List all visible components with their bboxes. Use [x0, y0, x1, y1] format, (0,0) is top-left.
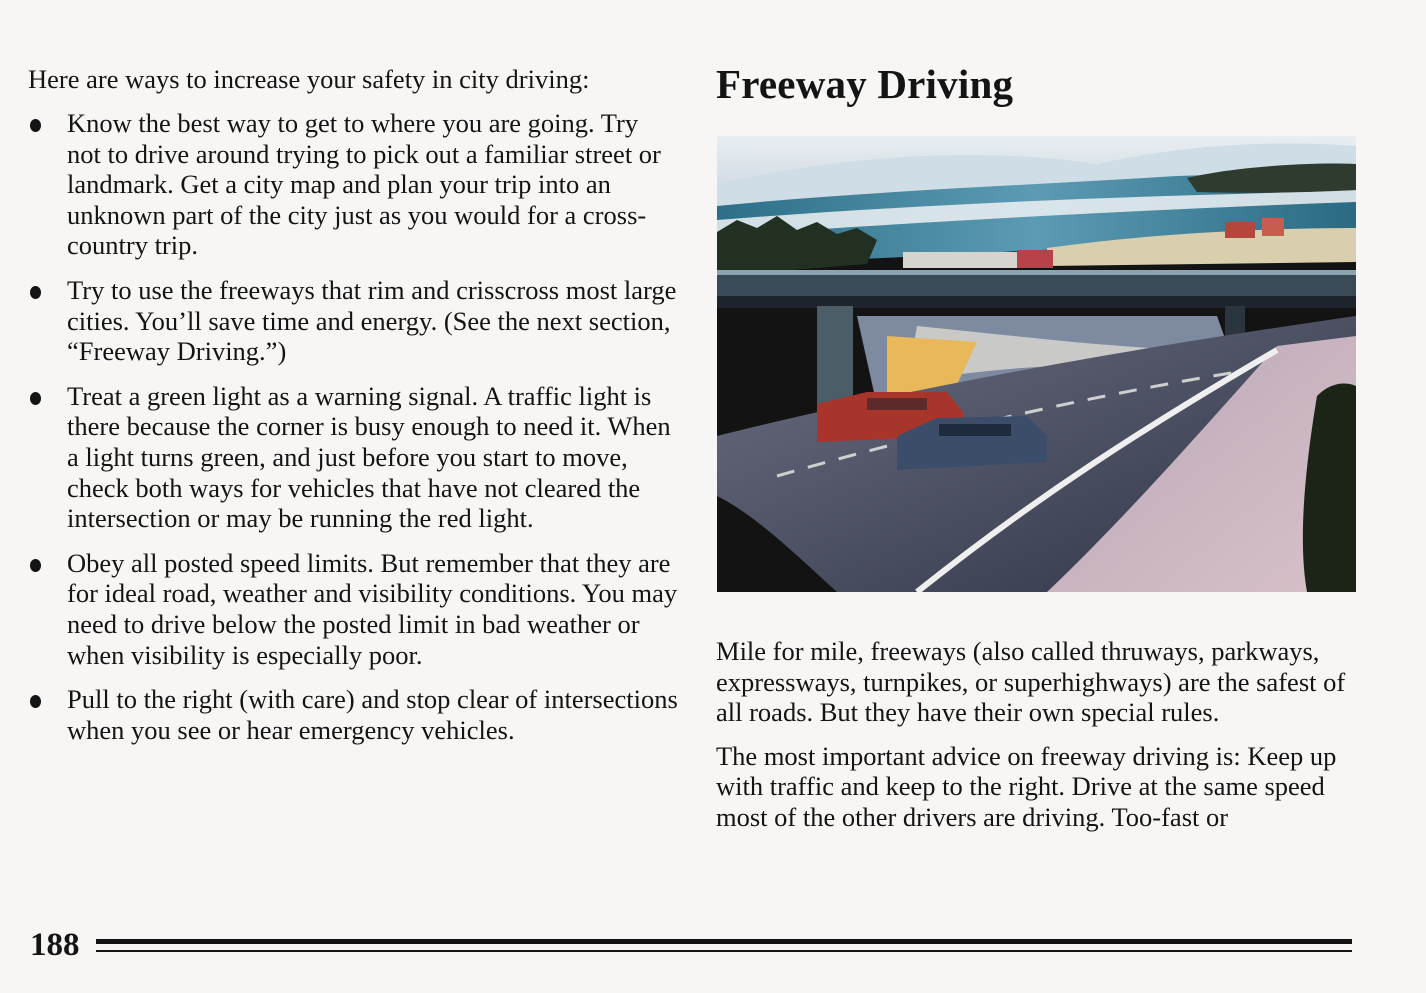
list-item-text: Pull to the right (with care) and stop clear of intersections when you see or hear emergency vehicles.	[67, 684, 678, 745]
list-item	[28, 275, 678, 367]
car-window-shape	[939, 424, 1011, 436]
list-item	[28, 548, 678, 670]
farm-building-shape	[1262, 218, 1284, 236]
overpass-rail-shape	[717, 270, 1356, 275]
safety-tips-list	[28, 108, 678, 745]
footer-rule-thin	[96, 950, 1352, 952]
list-item-text: Try to use the freeways that rim and crisscross most large cities. You’ll save time and energy. (See the next section, “Freeway Driving.”)	[67, 274, 677, 367]
car-window-shape	[867, 398, 927, 410]
intro-text: Here are ways to increase your safety in city driving:	[28, 64, 590, 94]
list-item-text: Obey all posted speed limits. But remember that they are for ideal road, weather and visibility conditions. You may need to drive below the posted limit in bad weather or when visibility is especially poor.	[67, 547, 678, 670]
right-column	[716, 58, 1366, 846]
bullet-icon	[30, 559, 41, 572]
left-column	[28, 64, 678, 759]
bullet-icon	[30, 695, 41, 708]
distant-truck-cab-shape	[1017, 250, 1053, 268]
section-title: Freeway Driving	[716, 61, 1014, 107]
farm-building-shape	[1225, 222, 1255, 238]
footer-rule-thick	[96, 939, 1352, 944]
body-paragraph: Mile for mile, freeways (also called thruways, parkways, expressways, turnpikes, or superhighways) are the safest of all roads. But they have their own special rules.	[716, 636, 1346, 728]
bullet-icon	[30, 286, 41, 299]
list-item-text: Treat a green light as a warning signal. A traffic light is there because the corner is busy enough to need it. When a light turns green, and just before you start to move, check both ways for vehicles that have not cleared the intersection or may be running the red light.	[67, 380, 671, 534]
list-item-text: Know the best way to get to where you are going. Try not to drive around trying to pick out a familiar street or landmark. Get a city map and plan your trip into an unknown part of the city just as you would for a cross-country trip.	[67, 108, 661, 261]
bullet-icon	[30, 119, 41, 132]
body-paragraph: The most important advice on freeway driving is: Keep up with traffic and keep to the right. Drive at the same speed most of the other drivers are driving. Too-fast or	[716, 740, 1337, 832]
list-item	[28, 684, 678, 745]
list-item	[28, 108, 678, 261]
page-number: 188	[30, 927, 80, 963]
list-item	[28, 381, 678, 534]
overpass-shadow-shape	[717, 296, 1356, 308]
freeway-illustration	[717, 136, 1356, 592]
bullet-icon	[30, 392, 41, 405]
